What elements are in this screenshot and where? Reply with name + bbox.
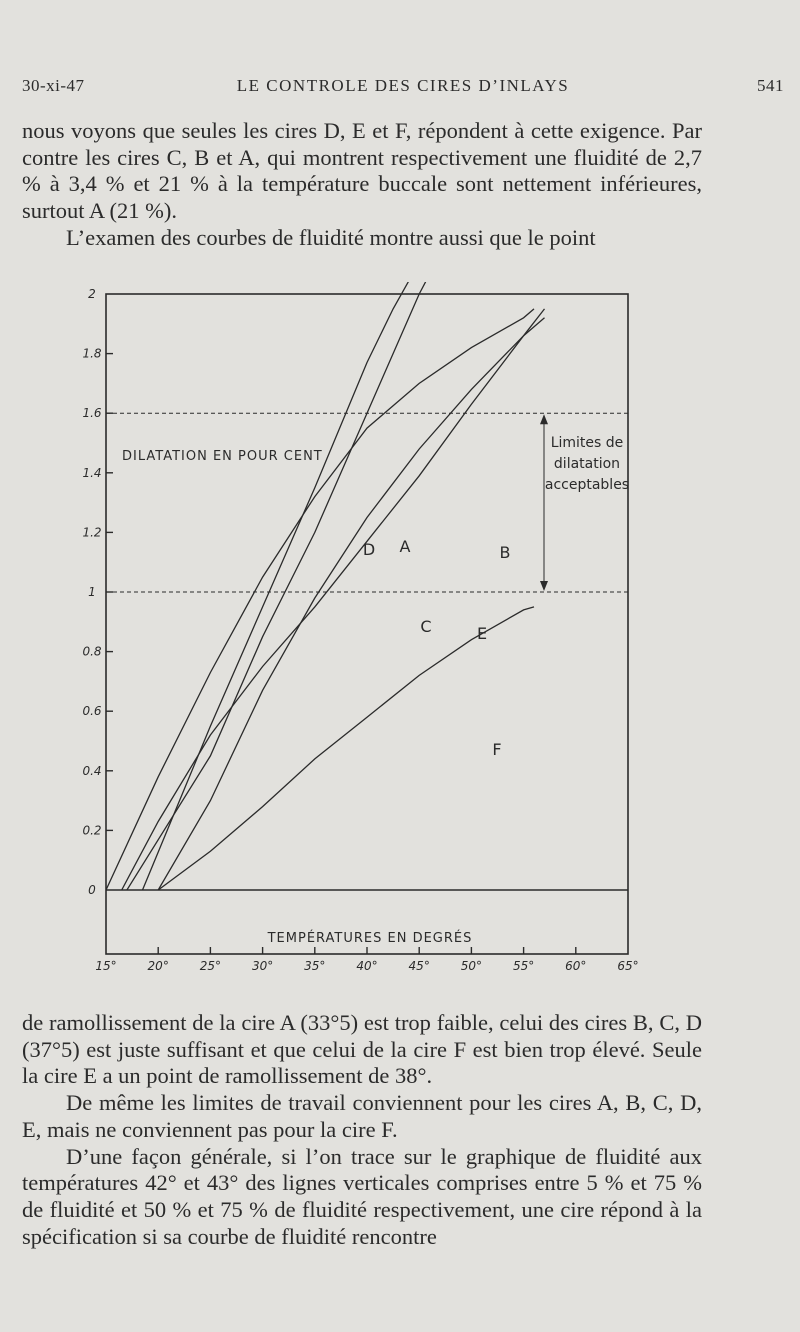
body-text-bottom xyxy=(22,1010,702,1250)
y-tick-label: 0.6 xyxy=(82,704,102,719)
series-label-D: D xyxy=(362,540,376,559)
series-curve-E xyxy=(122,309,545,890)
y-axis-label: DILATATION EN POUR CENT xyxy=(122,449,323,464)
page-number: 541 xyxy=(757,76,784,95)
x-tick-label: 20° xyxy=(147,959,169,973)
x-tick-label: 50° xyxy=(460,959,483,973)
x-tick-label: 30° xyxy=(251,959,274,973)
annotation-line: Limites de xyxy=(550,435,624,452)
annotation-line: dilatation xyxy=(553,456,621,473)
paragraph: D’une façon générale, si l’on trace sur le graphique de fluidité aux températures 42° et 43° des lignes verticales comprises entre 5 % et 75 % de fluidité et 50 % et 75 % de fluidité respectivement, une cire répond à la spécification si sa courbe de fluidité rencontre xyxy=(22,1143,702,1249)
series-label-F: F xyxy=(492,740,502,759)
y-tick-label: 1.4 xyxy=(82,465,102,480)
chart-svg xyxy=(72,282,662,982)
x-tick-label: 40° xyxy=(356,959,378,973)
running-head-title: LE CONTROLE DES CIRES D’INLAYS xyxy=(236,76,570,95)
series-label-C: C xyxy=(420,617,432,636)
paragraph: L’examen des courbes de fluidité montre aussi que le point xyxy=(66,224,596,250)
series-label-E: E xyxy=(476,624,488,643)
y-tick-label: 0.8 xyxy=(82,644,102,659)
paragraph: De même les limites de travail conviennent pour les cires A, B, C, D, E, mais ne conviennent pas pour la cire F. xyxy=(22,1090,702,1142)
x-tick-label: 65° xyxy=(617,959,639,973)
body-text-top xyxy=(22,118,702,252)
y-tick-label: 0.2 xyxy=(82,823,102,838)
running-head-date: 30-xi-47 xyxy=(22,76,85,95)
y-tick-label: 2 xyxy=(88,287,96,301)
x-tick-label: 60° xyxy=(565,959,587,973)
limit-arrow-head-down xyxy=(540,581,548,591)
y-tick-label: 1 xyxy=(88,585,96,599)
y-tick-label: 1.6 xyxy=(82,406,102,421)
plot-frame xyxy=(106,294,628,954)
series-label-A: A xyxy=(399,537,411,556)
y-tick-label: 0.4 xyxy=(82,763,102,778)
paragraph: nous voyons que seules les cires D, E et F, répondent à cette exigence. Par contre les cires C, B et A, qui montrent respectivement une fluidité de 2,7 % à 3,4 % et 21 % à la température buccale sont nettement inférieures, surtout A (21 %). xyxy=(22,118,702,224)
limit-arrow-head-up xyxy=(540,414,548,424)
x-tick-label: 55° xyxy=(512,959,535,973)
dilatation-chart xyxy=(72,282,662,982)
x-tick-label: 45° xyxy=(408,959,430,973)
y-tick-label: 1.2 xyxy=(82,525,102,540)
running-head xyxy=(22,76,784,100)
paragraph: de ramollissement de la cire A (33°5) est trop faible, celui des cires B, C, D (37°5) est juste suffisant et que celui de la cire F est bien trop élevé. Seule la cire E a un point de ramollissement de 38°. xyxy=(22,1010,702,1089)
x-tick-label: 25° xyxy=(199,959,222,973)
series-curve-C xyxy=(158,318,544,890)
series-curve-A xyxy=(127,282,466,890)
x-tick-label: 15° xyxy=(95,959,117,973)
x-tick-label: 35° xyxy=(304,959,326,973)
annotation-line: acceptables xyxy=(544,477,630,494)
y-tick-label: 0 xyxy=(88,883,96,897)
x-axis-label: TEMPÉRATURES EN DEGRÉS xyxy=(267,931,473,946)
series-curve-F xyxy=(158,607,534,890)
series-label-B: B xyxy=(499,543,511,562)
y-tick-label: 1.8 xyxy=(82,346,102,361)
